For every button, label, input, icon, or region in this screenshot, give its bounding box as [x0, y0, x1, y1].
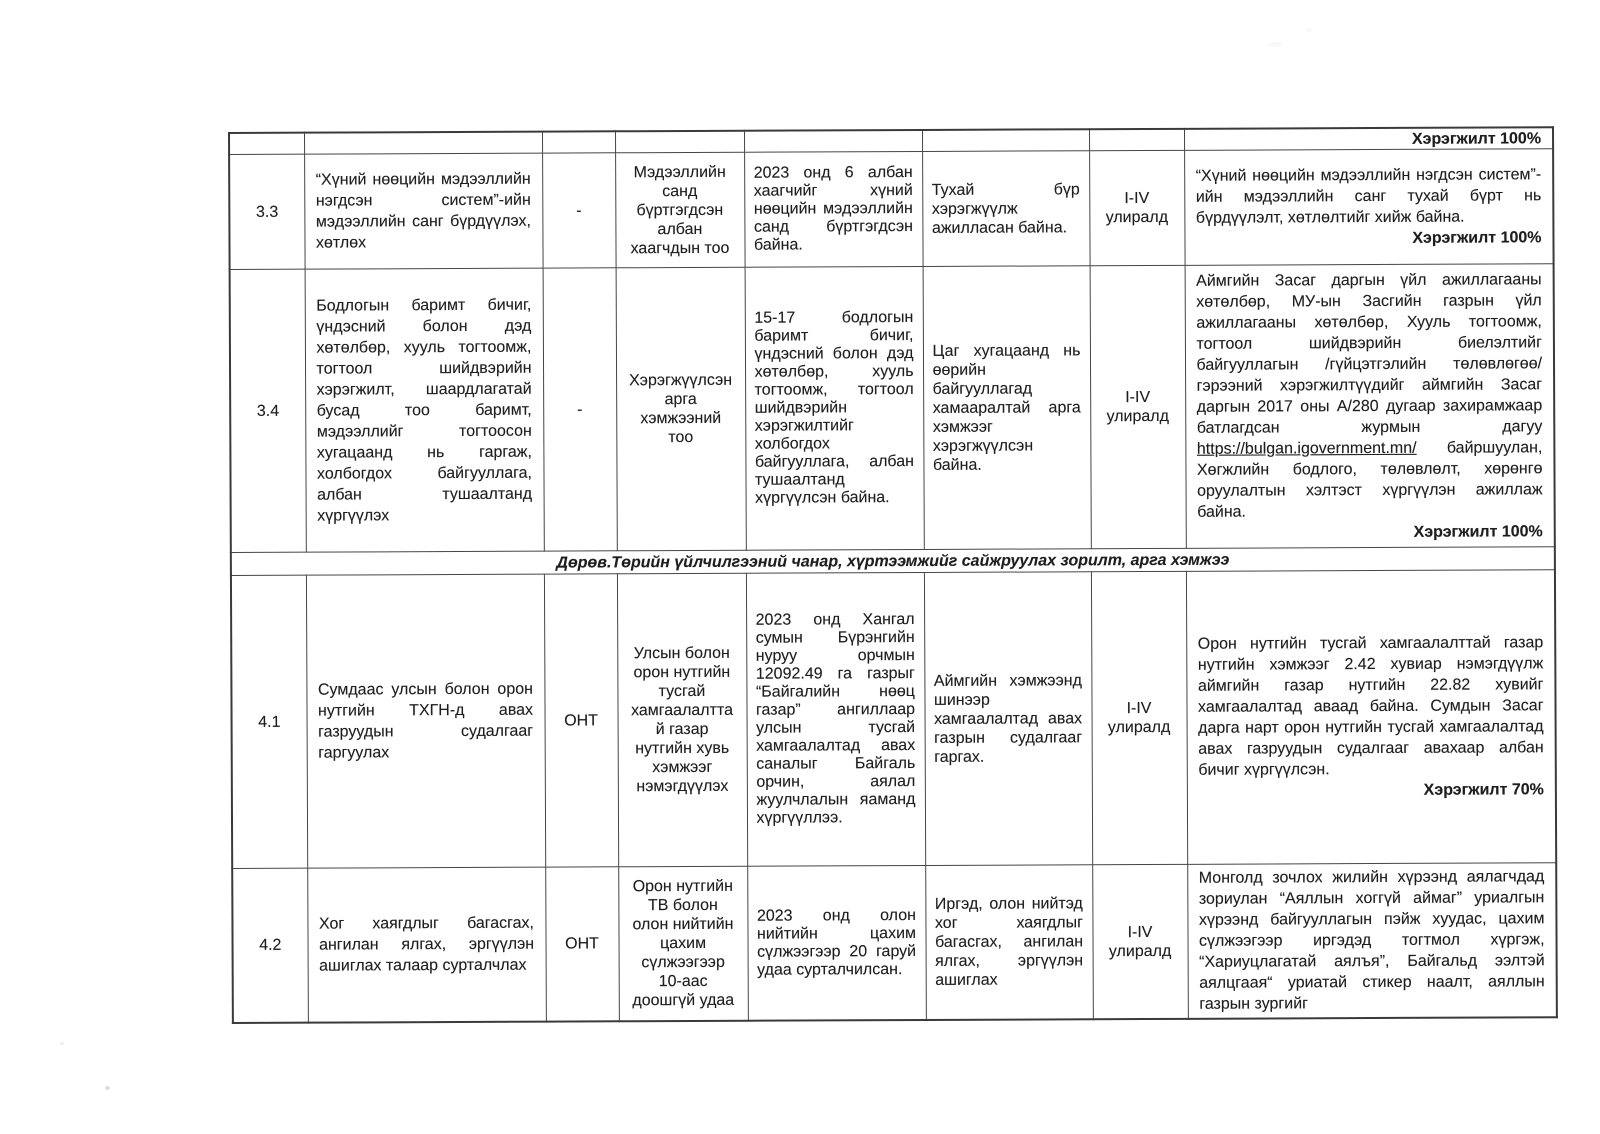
carryover-result-cell	[744, 130, 922, 152]
indicator-text: Улсын болон орон нутгийн тусгай хамгаалалттай газар нутгийн хувь хэмжээг нэмэгдүүлэх	[631, 644, 734, 796]
row-4-2-criteria	[925, 865, 1093, 1020]
row-3-4-quarter	[1090, 265, 1186, 548]
activity-text: Сумдаас улсын болон орон нутгийн ТХГН-д авах газруудын судалгааг гаргуулах	[317, 680, 534, 762]
criteria-text: Цаг хугацаанд нь өөрийн байгууллагад хамааралтай арга хэмжээг хэрэгжүүлсэн байна.	[932, 341, 1081, 474]
quarter-text: I-IV улиралд	[1105, 189, 1169, 227]
table-row-3-4	[230, 264, 1555, 553]
scan-speck	[1268, 42, 1282, 47]
row-4-1-assessment	[1186, 570, 1556, 865]
row-3-4-criteria	[923, 266, 1091, 550]
activity-text: Хог хаягдлыг багасгах, ангилан ялгах, эргүүлэн ашиглах талаар сурталчлах	[318, 914, 535, 975]
row-number: 4.1	[258, 713, 281, 731]
source-text: ОНТ	[564, 711, 598, 730]
source-text: -	[577, 400, 583, 418]
implementation-percent-label: Хэрэгжилт 100%	[1413, 522, 1543, 541]
table-row-4-2	[232, 863, 1557, 1023]
row-4-2-result	[747, 865, 926, 1020]
result-text: 2023 онд 6 албан хаагчийг хүний нөөцийн мэдээллийн санд бүртгэгдсэн байна.	[753, 164, 913, 254]
row-3-3-assessment	[1184, 149, 1553, 266]
scan-speck	[105, 1086, 110, 1090]
quarter-text: I-IV улиралд	[1107, 699, 1171, 737]
row-3-3-criteria	[922, 151, 1090, 267]
scan-speck	[60, 1042, 64, 1045]
result-text: 2023 онд олон нийтийн цахим сүлжээгээр 20 гаруй удаа сурталчилсан.	[756, 906, 917, 979]
activity-text: “Хүний нөөцийн мэдээллийн нэгдсэн систем”-ийн мэдээллийн санг бүрдүүлэх, хөтлөх	[315, 170, 531, 252]
section-4-header-text: Дөрөв.Төрийн үйлчилгээний чанар, хүртээмжийг сайжруулах зорилт, арга хэмжээ	[556, 551, 1230, 572]
assessment-text	[1196, 269, 1543, 523]
row-3-4-source	[543, 268, 617, 551]
igovernment-link: https://bulgan.igovernment.mn/	[1196, 439, 1417, 458]
row-4-2-assessment	[1187, 863, 1557, 1019]
activity-text: Бодлогын баримт бичиг, үндэсний болон дэд хөтөлбөр, хууль тогтоомж, тогтоол шийдвэрийн хэрэгжилт, шаардлагатай бусад тоо баримт, мэдээллийг тогтоосон хугацаанд нь гаргаж, холбогдох байгууллага, албан тушаалтанд хүргүүлэх	[316, 296, 533, 525]
row-4-1-quarter	[1091, 571, 1187, 864]
assessment-text: “Хүний нөөцийн мэдээллийн нэгдсэн систем”-ийн мэдээллийн санг тухай бүрт нь бүрдүүлэлт, хөтлөлтийг хийж байна.	[1195, 166, 1542, 227]
row-4-1-num	[231, 575, 307, 868]
assessment-text-post: байршуулан, Хөгжлийн бодлого, төлөвлөлт, хөрөнгө оруулалтын хэлтэст хүргүүлэн ажиллаж байна.	[1196, 438, 1543, 521]
assessment-text: Орон нутгийн тусгай хамгаалалттай газар нутгийн хэмжээг 2.42 хувиар нэмэгдүүлж аймгийн газар нутгийн 22.82 хувийг хамгаалалтад аваад байна. Сумдын Засаг дарга нарт орон нутгийн тусгай хамгаалалтад авах газруудын судалгааг авахаар албан бичиг хүргүүлсэн.	[1197, 634, 1544, 779]
carryover-quarter-cell	[1089, 129, 1184, 151]
row-4-1-result	[746, 572, 925, 866]
carryover-assessment-cell	[1184, 127, 1553, 150]
row-4-2-source	[545, 867, 619, 1022]
carryover-implementation-label: Хэрэгжилт 100%	[1411, 129, 1542, 148]
assessment-text: Монголд зочлох жилийн хүрээнд аялагчдад зориулан “Аяллын хоггүй аймаг” уриалгын хүрээнд байгууллагын пэйж хуудас, цахим сүлжээгээр иргэдэд тогтмол хүргэж, “Хариуцлагатай аялъя”, Байгальд ээлтэй аялцгаая“ уриатай стикер наалт, аяллын газрын зургийг	[1198, 868, 1545, 1013]
row-3-4-indicator	[616, 267, 746, 551]
row-4-2-activity	[307, 867, 546, 1023]
assessment-text-pre: Аймгийн Засаг даргын үйл ажиллагааны хөтөлбөр, МУ-ын Засгийн газрын үйл ажиллагааны хөтөлбөр, Хууль тогтоомж, тогтоол шийдвэрийн биелэлтийг байгууллагын /гүйцэтгэлийн төлөвлөгөө/ гэрээний хэрэгжилтүүдийг аймгийн Засаг даргын 2017 оны А/280 дугаар захирамжаар батлагдсан журмын дагуу	[1196, 270, 1543, 437]
row-number: 3.3	[255, 203, 279, 221]
quarter-text: I-IV улиралд	[1108, 923, 1172, 960]
carryover-num-cell	[229, 133, 304, 155]
scan-speck	[1305, 28, 1313, 32]
indicator-text: Орон нутгийн ТВ болон олон нийтийн цахим сүлжээгээр 10-аас доошгүй удаа	[632, 877, 735, 1010]
criteria-text: Иргэд, олон нийтэд хог хаягдлыг багасгах, ангилан ялгах, эргүүлэн ашиглах	[934, 895, 1084, 989]
indicator-text: Мэдээллийн санд бүртгэгдсэн албан хаагчдын тоо	[630, 163, 730, 257]
implementation-percent-label: Хэрэгжилт 70%	[1423, 781, 1544, 799]
row-3-3-result	[744, 151, 923, 267]
criteria-text: Аймгийн хэмжээнд шинээр хамгаалалтад авах газрын судалгааг гаргах.	[933, 671, 1083, 766]
table-row-3-3	[229, 149, 1553, 270]
quarter-text: I-IV улиралд	[1106, 388, 1169, 426]
row-3-4-result	[745, 266, 924, 550]
result-text: 2023 онд Хангал сумын Бүрэнгийн нуруу орчмын 12092.49 га газрыг “Байгалийн нөөц газар” ангиллаар улсын тусгай хамгаалалтад авах саналыг Байгаль орчин, аялал жуулчлалын яаманд хүргүүллээ.	[755, 611, 916, 827]
implementation-percent-label: Хэрэгжилт 100%	[1412, 229, 1542, 247]
row-4-2-indicator	[618, 866, 748, 1021]
row-3-4-assessment	[1185, 264, 1555, 549]
row-4-1-criteria	[924, 572, 1092, 866]
carryover-criteria-cell	[922, 129, 1089, 151]
row-4-2-quarter	[1092, 864, 1188, 1019]
table-row-4-1	[231, 570, 1556, 869]
row-number: 4.2	[259, 936, 282, 954]
row-3-4-num	[230, 269, 306, 552]
results-table	[228, 126, 1558, 1024]
row-3-3-activity	[304, 153, 542, 269]
source-text: -	[576, 201, 582, 219]
row-3-3-source	[542, 153, 616, 268]
carryover-activity-cell	[304, 132, 542, 155]
criteria-text: Тухай бүр хэрэгжүүлж ажилласан байна.	[931, 180, 1080, 237]
source-text: ОНТ	[565, 935, 599, 953]
row-3-4-activity	[305, 268, 544, 552]
row-3-3-quarter	[1089, 150, 1185, 265]
carryover-indicator-cell	[615, 131, 744, 153]
carryover-source-cell	[542, 131, 615, 153]
row-4-1-indicator	[617, 573, 747, 867]
result-text: 15-17 бодлогын баримт бичиг, үндэсний болон дэд хөтөлбөр, хууль тогтоомж, тогтоол шийдвэрийн хэрэгжилтийг холбогдох байгууллага, албан тушаалтанд хүргүүлсэн байна.	[754, 309, 914, 507]
row-number: 3.4	[256, 402, 280, 420]
indicator-text: Хэрэгжүүлсэн арга хэмжээний тоо	[629, 371, 733, 447]
row-4-1-activity	[306, 574, 545, 868]
row-4-2-num	[232, 868, 308, 1023]
row-3-3-indicator	[615, 152, 745, 268]
scanned-report-table	[228, 126, 1556, 1024]
row-3-3-num	[229, 154, 305, 269]
row-4-1-source	[544, 574, 618, 867]
